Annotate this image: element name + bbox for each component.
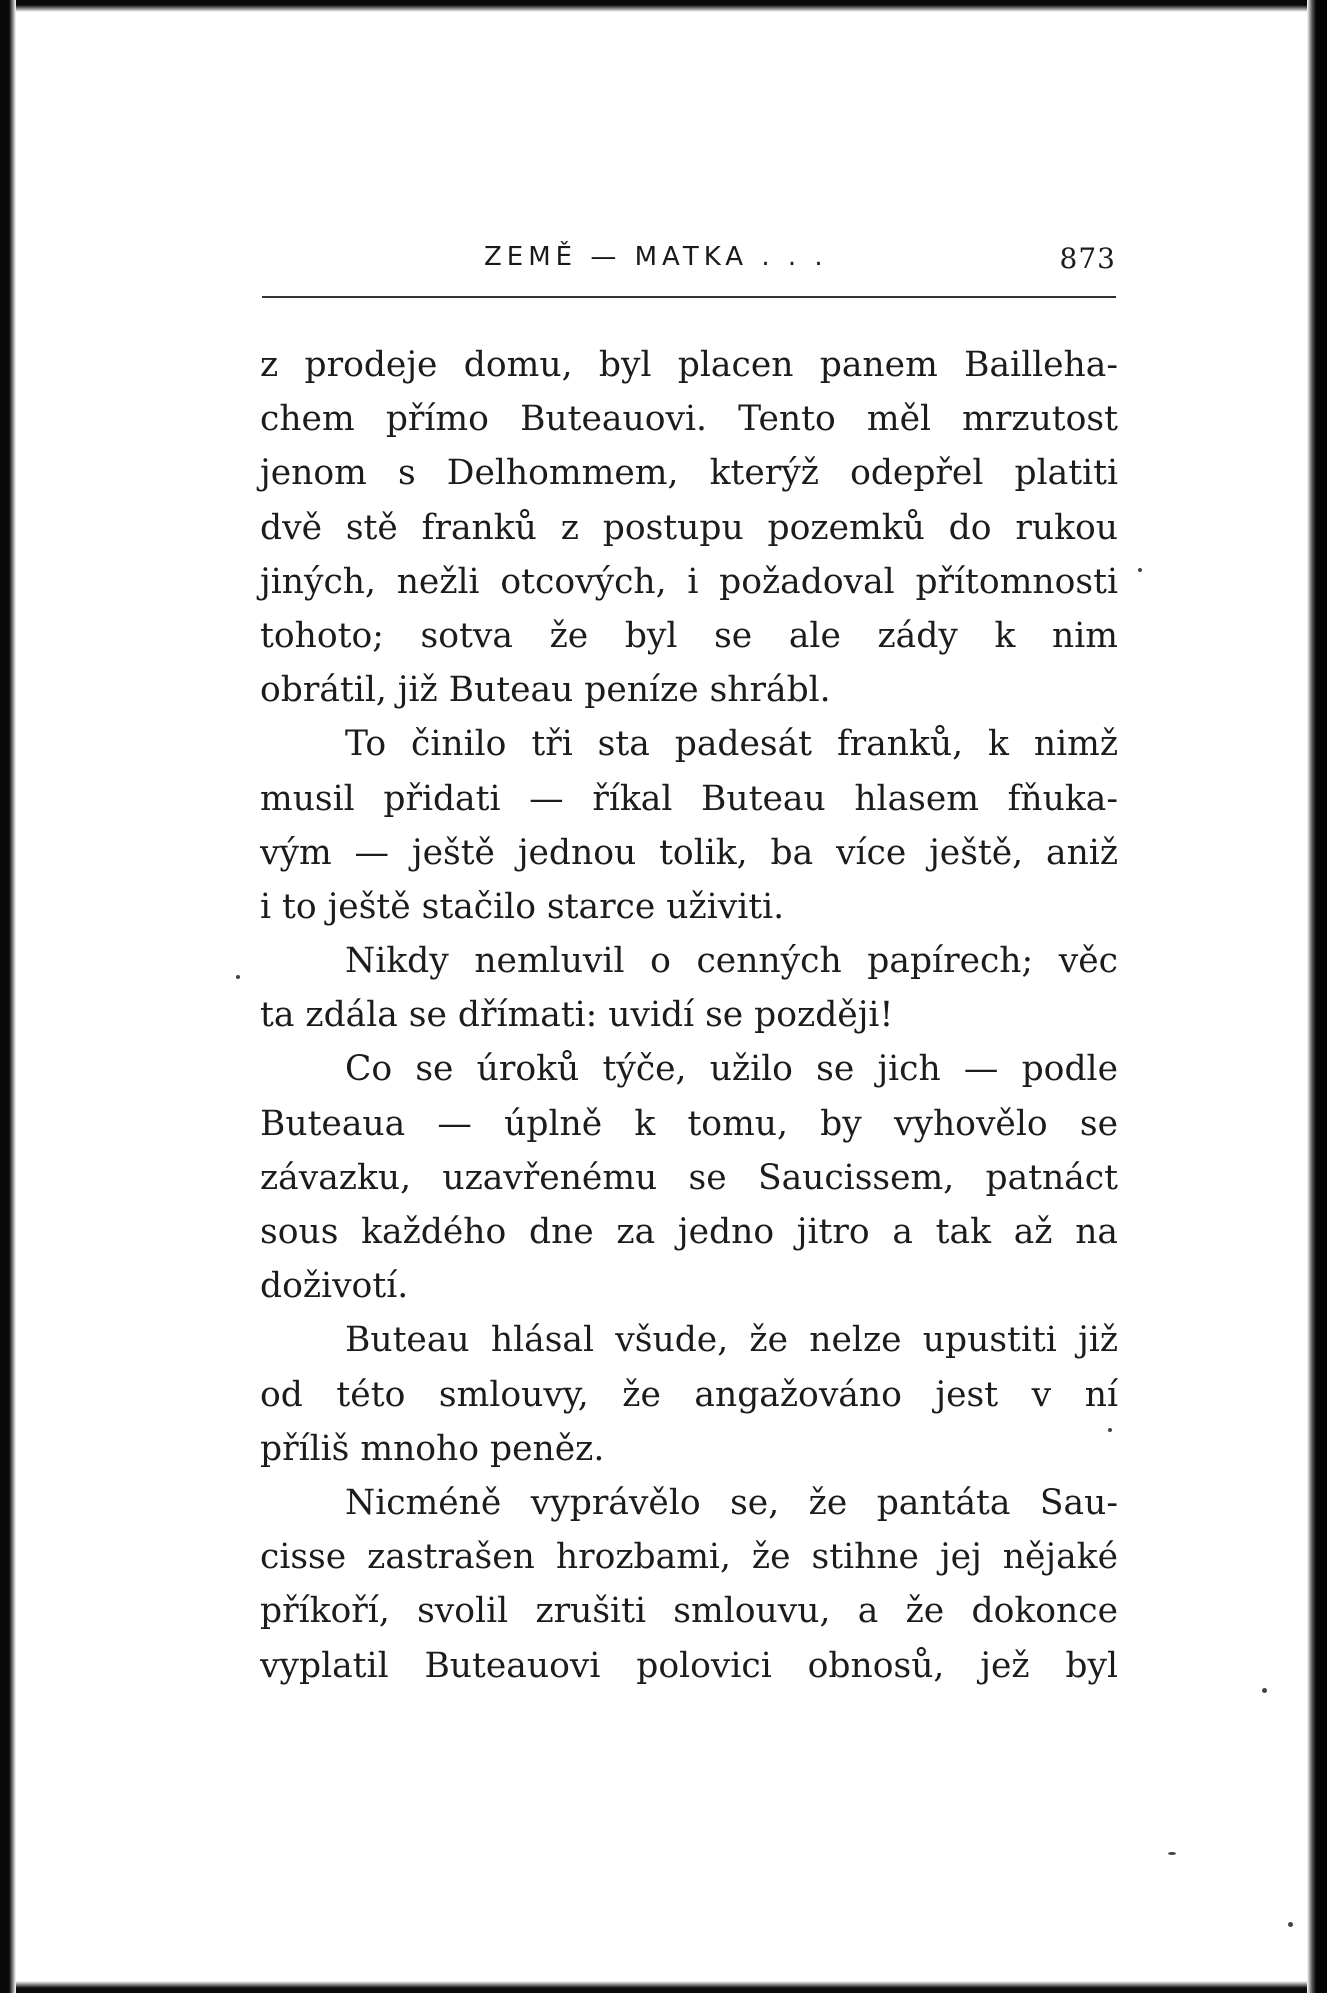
text-line: z prodeje domu, byl placen panem Bailleha-	[260, 345, 1118, 385]
scan-border-bottom	[0, 1981, 1327, 1993]
page-number: 873	[1059, 242, 1116, 275]
text-line: vým — ještě jednou tolik, ba více ještě, aniž	[260, 832, 1118, 873]
text-line: i to ještě stačilo starce uživiti.	[260, 886, 785, 927]
scan-speck	[1168, 1852, 1176, 1855]
text-line: ta zdála se dřímati: uvidí se později!	[260, 995, 894, 1036]
scan-border-top	[0, 0, 1327, 12]
text-line: Buteaua — úplně k tomu, by vyhovělo se	[260, 1103, 1118, 1144]
text-line: Nikdy nemluvil o cenných papírech; věc	[345, 941, 1118, 982]
text-line: Co se úroků týče, užilo se jich — podle	[345, 1049, 1118, 1090]
text-line: jenom s Delhommem, kterýž odepřel platiti	[260, 453, 1118, 494]
body-text	[260, 338, 1118, 1693]
text-line: To činilo tři sta padesát franků, k nimž	[345, 724, 1118, 765]
text-line: jiných, nežli otcových, i požadoval přítomnosti	[260, 561, 1118, 602]
scan-speck	[1138, 568, 1142, 572]
text-line: tohoto; sotva že byl se ale zády k nim	[260, 615, 1118, 656]
text-line: příliš mnoho peněz.	[260, 1428, 605, 1469]
running-title: ZEMĚ — MATKA . . .	[484, 242, 828, 272]
text-line: doživotí.	[260, 1266, 409, 1307]
text-line: od této smlouvy, že angažováno jest v ní	[260, 1374, 1118, 1415]
text-line: Buteau hlásal všude, že nelze upustiti již	[345, 1320, 1118, 1361]
text-line: dvě stě franků z postupu pozemků do rukou	[260, 507, 1118, 548]
text-line: závazku, uzavřenému se Saucissem, patnáct	[260, 1157, 1118, 1198]
text-line: musil přidati — říkal Buteau hlasem fňuka-	[260, 778, 1118, 819]
scan-border-right	[1307, 0, 1327, 1993]
scan-speck	[1262, 1688, 1267, 1693]
text-line: cisse zastrašen hrozbami, že stihne jej nějaké	[260, 1537, 1118, 1578]
text-line: obrátil, již Buteau peníze shrábl.	[260, 670, 831, 711]
text-line: vyplatil Buteauovi polovici obnosů, jež byl	[260, 1645, 1118, 1686]
scan-speck	[1108, 1428, 1112, 1432]
scan-speck	[236, 975, 240, 979]
page-header	[262, 234, 1116, 298]
text-line: chem přímo Buteauovi. Tento měl mrzutost	[260, 399, 1118, 440]
text-line: sous každého dne za jedno jitro a tak až na	[260, 1212, 1118, 1252]
scan-border-left	[0, 0, 16, 1993]
text-line: Nicméně vyprávělo se, že pantáta Sau-	[345, 1482, 1118, 1523]
scan-speck	[1288, 1922, 1293, 1927]
text-line: příkoří, svolil zrušiti smlouvu, a že dokonce	[260, 1591, 1118, 1632]
